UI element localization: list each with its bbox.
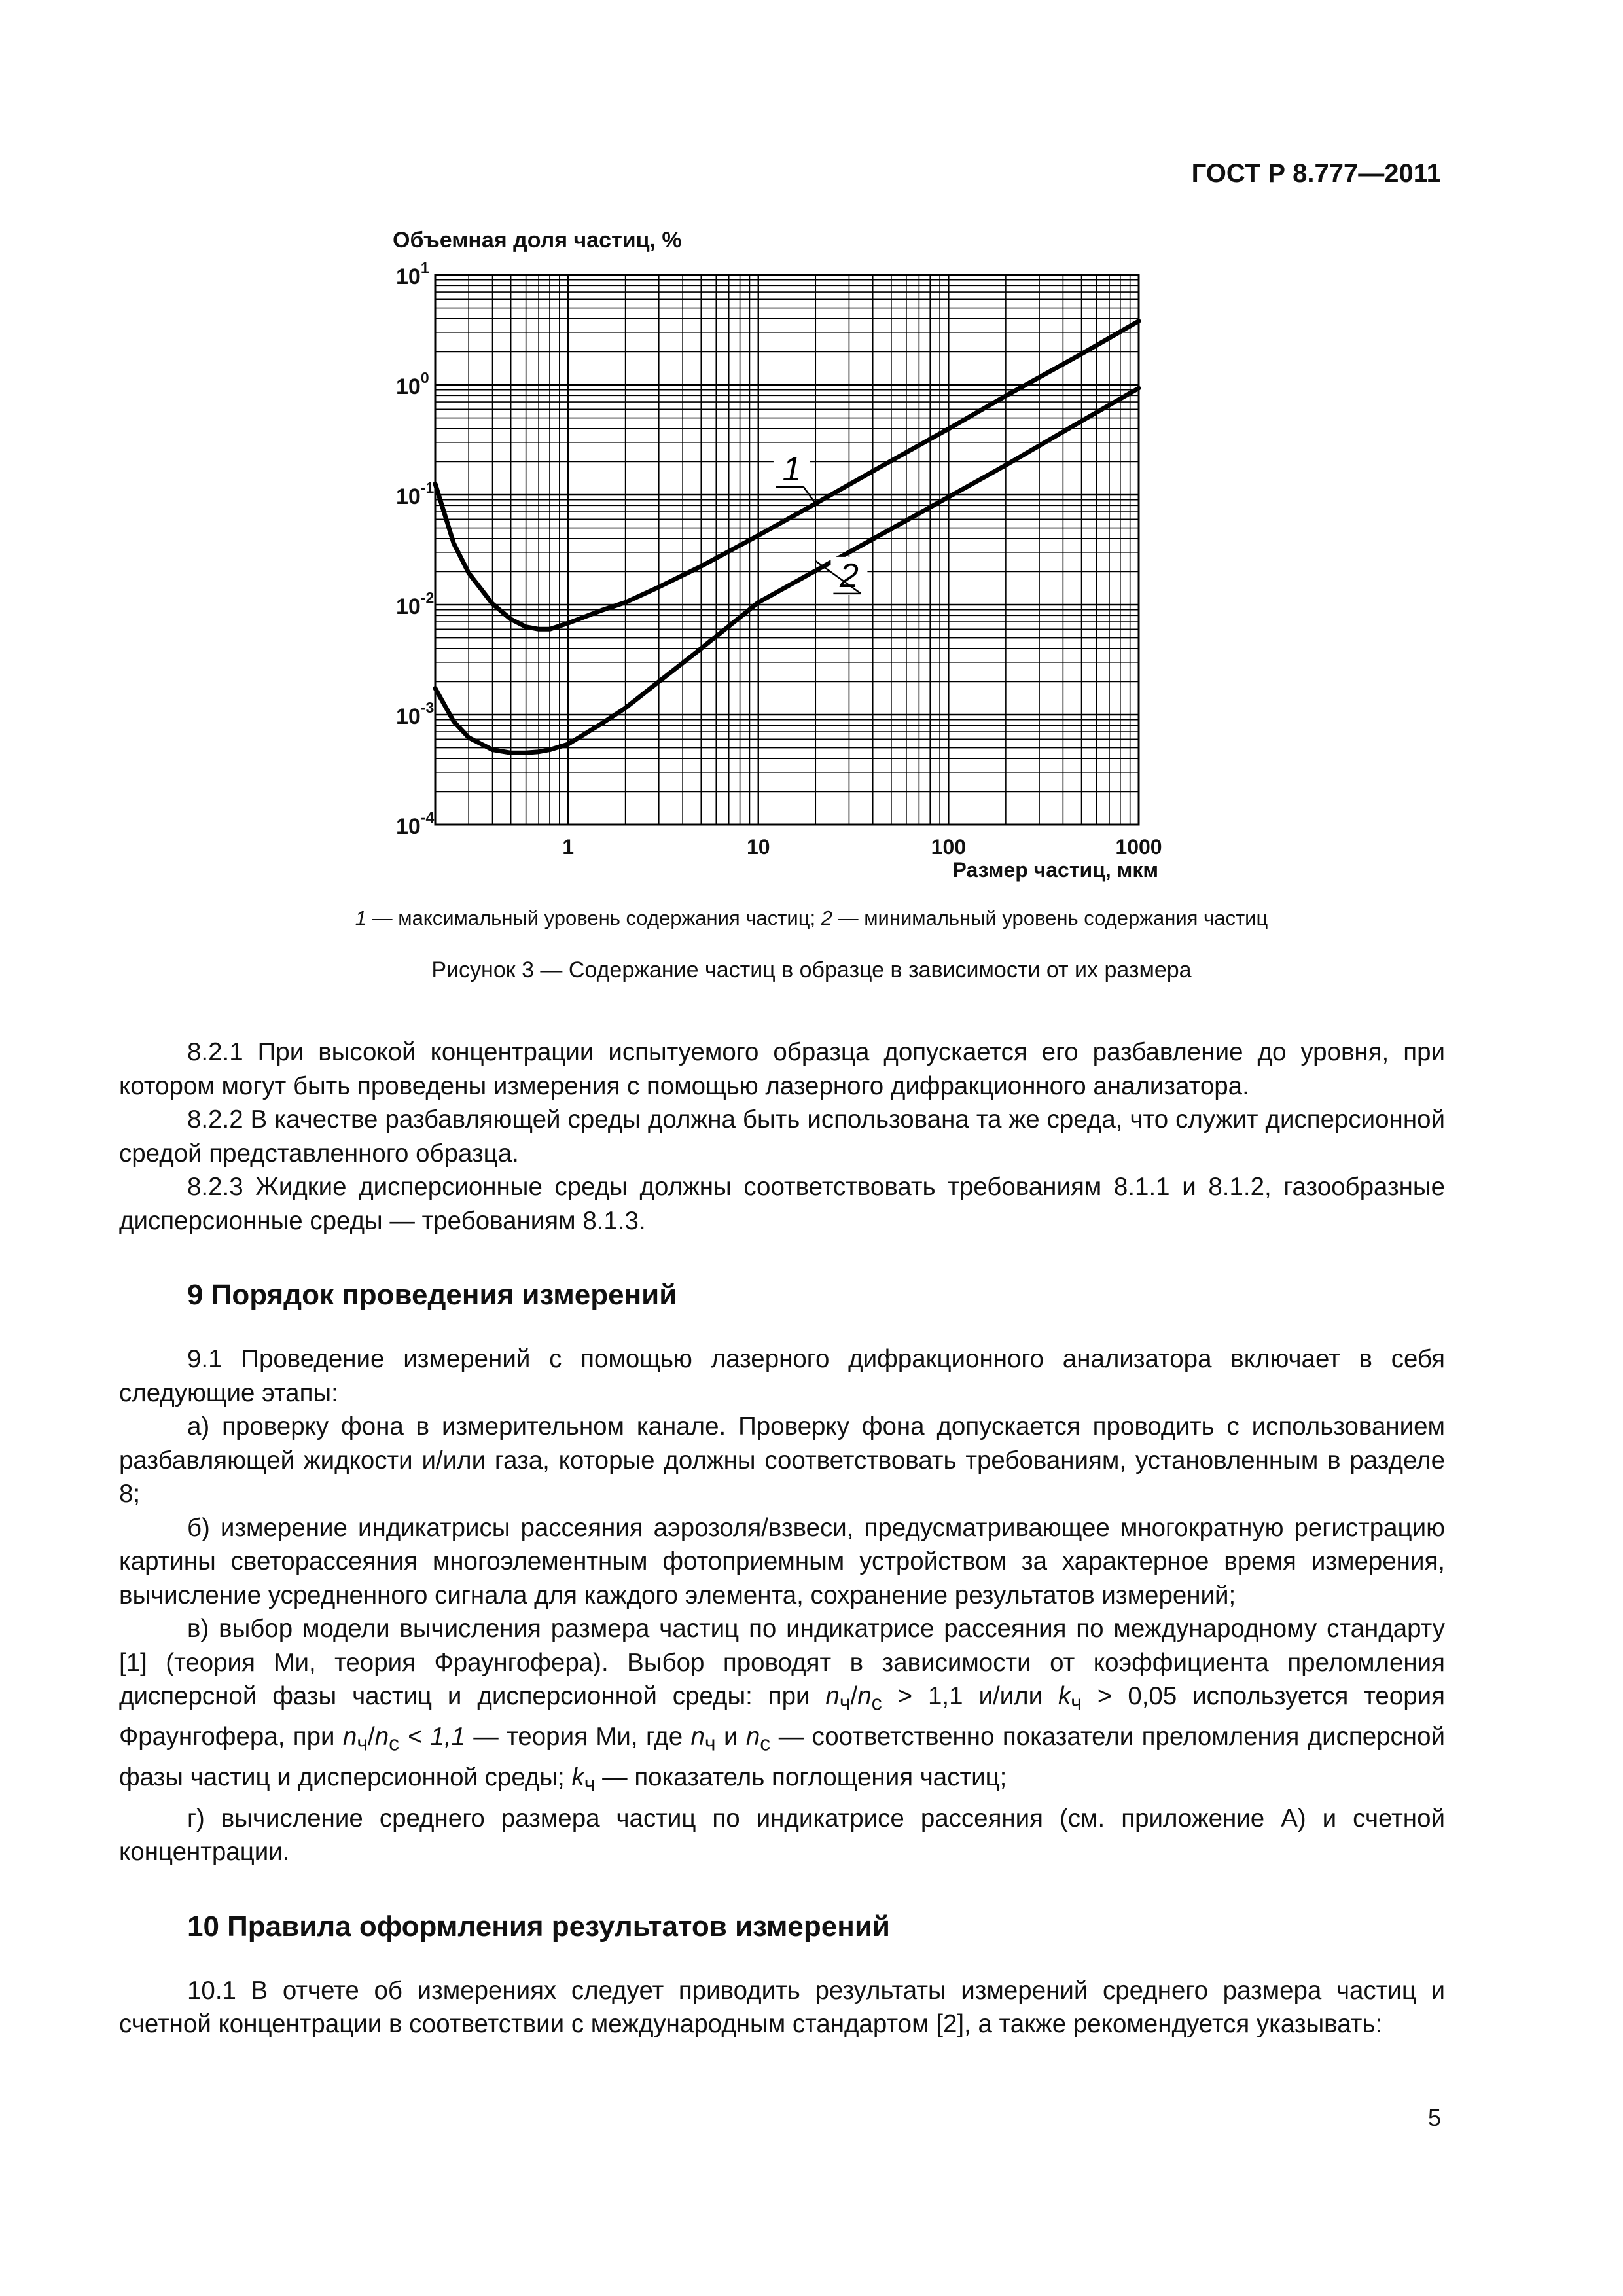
y-tick-label (396, 259, 429, 289)
symbol-k: k (1058, 1682, 1071, 1710)
figure-3-chart (366, 223, 1217, 890)
text-run: / (850, 1682, 858, 1710)
y-tick-label (396, 809, 434, 839)
figure-title: Рисунок 3 — Содержание частиц в образце в зависимости от их размера (431, 958, 1192, 982)
page-number: 5 (1427, 2104, 1441, 2131)
text-run: < 1,1 (399, 1723, 465, 1751)
tick-base: 10 (396, 374, 421, 399)
tick-exponent: -4 (420, 809, 435, 826)
paragraph-9-1-v (119, 1612, 1445, 1802)
y-tick-label (396, 369, 429, 399)
x-tick-label: 100 (931, 835, 967, 859)
subscript: ч (584, 1772, 596, 1797)
text-run: > 1,1 и/или (882, 1682, 1059, 1710)
tick-base: 10 (396, 814, 421, 839)
y-tick-label (396, 589, 434, 619)
text-run: — теория Ми, где (465, 1723, 691, 1751)
x-tick-label: 1 (562, 835, 575, 859)
subscript: ч (357, 1731, 368, 1755)
paragraph-10-1: 10.1 В отчете об измерениях следует приводить результаты измерений среднего размера частиц и счетной концентрации в соответствии с международным стандартом [2], а также рекомендуется указывать: (119, 1976, 1445, 2039)
paragraph-9-1-a: а) проверку фона в измерительном канале. Проверку фона допускается проводить с использованием разбавляющей жидкости и/или газа, которые должны соответствовать требованиям, установленным в разделе 8; (119, 1412, 1445, 1508)
subscript: ч (839, 1691, 851, 1715)
legend-text-2: — минимальный уровень содержания частиц (832, 906, 1268, 929)
tick-exponent: -2 (420, 589, 435, 606)
tick-exponent: 1 (420, 259, 429, 276)
y-tick-label (396, 479, 434, 509)
series-line-2 (435, 388, 1139, 753)
paragraph-8-2-3: 8.2.3 Жидкие дисперсионные среды должны соответствовать требованиям 8.1.1 и 8.1.2, газообразные дисперсионные среды — требованиям 8.1.3. (119, 1173, 1445, 1235)
subscript: с (760, 1731, 771, 1755)
tick-base: 10 (396, 704, 421, 729)
paragraph-8-2-2: 8.2.2 В качестве разбавляющей среды должна быть использована та же среда, что служит дисперсионной средой представленного образца. (119, 1105, 1445, 1168)
x-tick-label: 10 (746, 835, 770, 859)
symbol-n: n (745, 1723, 760, 1751)
symbol-n: n (374, 1723, 389, 1751)
text-run: в) выбор модели вычисления размера частиц по индикатрисе рассеяния по международному стандарту [1] (теория Ми, теория Фраунгофера). Выбор проводят в зависимости от коэффициента преломления дисперсной фазы частиц и дисперсионной среды: при (119, 1615, 1445, 1710)
symbol-k: k (571, 1763, 584, 1792)
x-axis-title: Размер частиц, мкм (952, 858, 1158, 882)
legend-text-1: — максимальный уровень содержания частиц; (366, 906, 821, 929)
section-9-heading: 9 Порядок проведения измерений (187, 1279, 677, 1311)
tick-exponent: -3 (420, 699, 435, 716)
y-axis-title: Объемная доля частиц, % (393, 228, 682, 253)
series-label-2: 2 (839, 556, 859, 595)
subscript: ч (1071, 1691, 1082, 1715)
plot-frame (435, 275, 1139, 825)
tick-base: 10 (396, 594, 421, 619)
tick-base: 10 (396, 484, 421, 509)
text-run: > 0,05 используется теория Фраунгофера, при (119, 1682, 1446, 1751)
legend-number-2: 2 (821, 906, 832, 929)
symbol-n: n (342, 1723, 357, 1751)
text-run: — соответственно показатели преломления дисперсной фазы частиц и дисперсионной среды; (119, 1723, 1445, 1792)
symbol-n: n (690, 1723, 705, 1751)
paragraph-9-1-g: г) вычисление среднего размера частиц по индикатрисе рассеяния (см. приложение А) и счетной концентрации. (119, 1804, 1445, 1867)
subscript: с (389, 1731, 400, 1755)
tick-exponent: 0 (420, 369, 429, 386)
document-header: ГОСТ Р 8.777—2011 (1191, 159, 1441, 188)
paragraph-9-1-b: б) измерение индикатрисы рассеяния аэрозоля/взвеси, предусматривающее многократную регистрацию картины светорассеяния многоэлементным фотоприемным устройством за характерное время измерения, вычисление усредненного сигнала для каждого элемента, сохранение результатов измерений; (119, 1513, 1445, 1609)
tick-base: 10 (396, 264, 421, 289)
body-text (119, 1035, 1445, 2041)
paragraph-9-1: 9.1 Проведение измерений с помощью лазерного дифракционного анализатора включает в себя следующие этапы: (119, 1345, 1445, 1407)
text-run: / (368, 1723, 375, 1751)
series-label-1: 1 (782, 450, 802, 489)
symbol-n: n (857, 1682, 872, 1710)
section-10-heading: 10 Правила оформления результатов измерений (187, 1910, 890, 1943)
text-run: — показатель поглощения частиц; (595, 1763, 1007, 1792)
tick-exponent: -1 (420, 479, 435, 496)
x-tick-label: 1000 (1115, 835, 1162, 859)
figure-legend-caption (0, 906, 1623, 930)
text-run: и (715, 1723, 746, 1751)
symbol-n: n (825, 1682, 840, 1710)
paragraph-8-2-1: 8.2.1 При высокой концентрации испытуемого образца допускается его разбавление до уровня, при котором могут быть проведены измерения с помощью лазерного дифракционного анализатора. (119, 1038, 1445, 1100)
subscript: ч (704, 1731, 716, 1755)
subscript: с (871, 1691, 882, 1715)
legend-number-1: 1 (355, 906, 367, 929)
y-tick-label (396, 699, 434, 729)
